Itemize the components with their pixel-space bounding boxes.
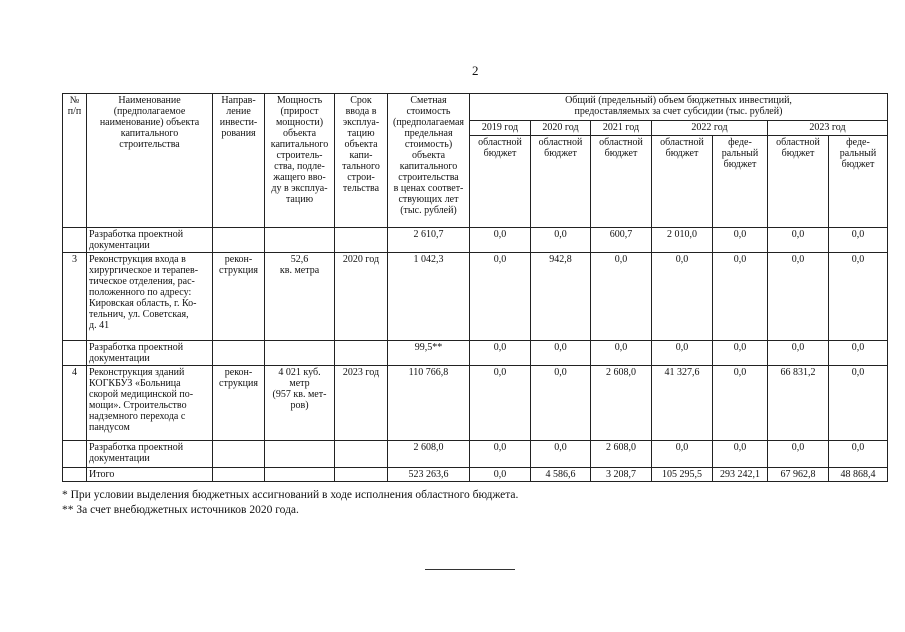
cell-value: 3 208,7 bbox=[591, 468, 652, 482]
cell-value: 0,0 bbox=[768, 253, 829, 341]
cell-direction bbox=[213, 228, 265, 253]
cell-value: 0,0 bbox=[531, 366, 591, 441]
cell-value: 105 295,5 bbox=[652, 468, 713, 482]
end-divider bbox=[425, 569, 515, 570]
table-row bbox=[63, 253, 888, 341]
footnote-2: ** За счет внебюджетных источников 2020 года. bbox=[62, 504, 299, 516]
header-term: Срок ввода в эксплуа- тацию объекта капи- тального строи- тельства bbox=[335, 94, 388, 228]
table-row bbox=[63, 441, 888, 468]
header-fund: областной бюджет bbox=[470, 136, 531, 228]
cell-value: 0,0 bbox=[531, 228, 591, 253]
table-row bbox=[63, 341, 888, 366]
header-fund: областной бюджет bbox=[768, 136, 829, 228]
cell-value: 0,0 bbox=[652, 341, 713, 366]
cell-term bbox=[335, 228, 388, 253]
header-year: 2022 год bbox=[652, 121, 768, 136]
cell-direction: рекон- струкция bbox=[213, 253, 265, 341]
cell-value: 0,0 bbox=[470, 366, 531, 441]
cell-capacity bbox=[265, 228, 335, 253]
cell-value: 0,0 bbox=[470, 341, 531, 366]
cell-value: 0,0 bbox=[713, 341, 768, 366]
cell-name: Разработка проектной документации bbox=[87, 341, 213, 366]
cell-value: 0,0 bbox=[470, 468, 531, 482]
cell-cost: 110 766,8 bbox=[388, 366, 470, 441]
cell-num bbox=[63, 441, 87, 468]
cell-value: 0,0 bbox=[470, 253, 531, 341]
cell-direction bbox=[213, 441, 265, 468]
header-year: 2021 год bbox=[591, 121, 652, 136]
cell-direction bbox=[213, 468, 265, 482]
cell-value: 0,0 bbox=[531, 341, 591, 366]
cell-name: Реконструкция зданий КОГКБУЗ «Больница скорой медицинской по- мощи». Строительство надземного перехода с пандусом bbox=[87, 366, 213, 441]
cell-value: 0,0 bbox=[829, 441, 888, 468]
cell-capacity: 4 021 куб. метр (957 кв. мет- ров) bbox=[265, 366, 335, 441]
header-direction: Направ- ление инвести- рования bbox=[213, 94, 265, 228]
header-total-volume: Общий (предельный) объем бюджетных инвестиций, предоставляемых за счет субсидии (тыс. рублей) bbox=[470, 94, 888, 121]
cell-cost: 2 610,7 bbox=[388, 228, 470, 253]
cell-direction bbox=[213, 341, 265, 366]
cell-name: Итого bbox=[87, 468, 213, 482]
page-number: 2 bbox=[472, 63, 479, 78]
cell-name: Реконструкция входа в хирургическое и терапев- тическое отделения, рас- положенного по адресу: Кировская область, г. Ко- тельнич, ул. Советская, д. 41 bbox=[87, 253, 213, 341]
cell-capacity: 52,6 кв. метра bbox=[265, 253, 335, 341]
cell-value: 2 608,0 bbox=[591, 441, 652, 468]
cell-term bbox=[335, 441, 388, 468]
cell-cost: 523 263,6 bbox=[388, 468, 470, 482]
header-year: 2023 год bbox=[768, 121, 888, 136]
cell-num bbox=[63, 341, 87, 366]
cell-capacity bbox=[265, 341, 335, 366]
cell-value: 0,0 bbox=[652, 253, 713, 341]
table-row bbox=[63, 366, 888, 441]
cell-value: 0,0 bbox=[713, 441, 768, 468]
cell-value: 0,0 bbox=[768, 228, 829, 253]
cell-value: 0,0 bbox=[470, 441, 531, 468]
header-fund: областной бюджет bbox=[591, 136, 652, 228]
cell-value: 0,0 bbox=[531, 441, 591, 468]
cell-value: 0,0 bbox=[591, 341, 652, 366]
cell-capacity bbox=[265, 468, 335, 482]
cell-value: 0,0 bbox=[829, 341, 888, 366]
header-cost: Сметная стоимость (предполагаемая предельная стоимость) объекта капитального строительства в ценах соответ- ствующих лет (тыс. рублей) bbox=[388, 94, 470, 228]
cell-value: 67 962,8 bbox=[768, 468, 829, 482]
header-year: 2019 год bbox=[470, 121, 531, 136]
header-fund: областной бюджет bbox=[652, 136, 713, 228]
cell-value: 48 868,4 bbox=[829, 468, 888, 482]
cell-value: 0,0 bbox=[768, 441, 829, 468]
cell-term: 2023 год bbox=[335, 366, 388, 441]
cell-value: 2 608,0 bbox=[591, 366, 652, 441]
cell-value: 0,0 bbox=[713, 253, 768, 341]
cell-value: 293 242,1 bbox=[713, 468, 768, 482]
cell-capacity bbox=[265, 441, 335, 468]
cell-value: 600,7 bbox=[591, 228, 652, 253]
cell-value: 66 831,2 bbox=[768, 366, 829, 441]
cell-term bbox=[335, 341, 388, 366]
cell-value: 41 327,6 bbox=[652, 366, 713, 441]
footnote-1: * При условии выделения бюджетных ассигнований в ходе исполнения областного бюджета. bbox=[62, 489, 519, 501]
header-fund: феде- ральный бюджет bbox=[829, 136, 888, 228]
cell-direction: рекон- струкция bbox=[213, 366, 265, 441]
cell-value: 0,0 bbox=[652, 441, 713, 468]
cell-value: 0,0 bbox=[591, 253, 652, 341]
cell-value: 942,8 bbox=[531, 253, 591, 341]
cell-num: 3 bbox=[63, 253, 87, 341]
cell-num bbox=[63, 468, 87, 482]
cell-value: 0,0 bbox=[829, 366, 888, 441]
cell-term bbox=[335, 468, 388, 482]
header-year: 2020 год bbox=[531, 121, 591, 136]
total-row bbox=[63, 468, 888, 482]
cell-cost: 99,5** bbox=[388, 341, 470, 366]
cell-name: Разработка проектной документации bbox=[87, 228, 213, 253]
cell-value: 0,0 bbox=[713, 366, 768, 441]
cell-num bbox=[63, 228, 87, 253]
header-name: Наименование (предполагаемое наименование) объекта капитального строительства bbox=[87, 94, 213, 228]
table-row bbox=[63, 228, 888, 253]
cell-name: Разработка проектной документации bbox=[87, 441, 213, 468]
header-fund: феде- ральный бюджет bbox=[713, 136, 768, 228]
cell-num: 4 bbox=[63, 366, 87, 441]
cell-term: 2020 год bbox=[335, 253, 388, 341]
investment-table bbox=[62, 93, 888, 482]
cell-cost: 2 608,0 bbox=[388, 441, 470, 468]
header-num: № п/п bbox=[63, 94, 87, 228]
cell-value: 4 586,6 bbox=[531, 468, 591, 482]
cell-value: 0,0 bbox=[713, 228, 768, 253]
cell-value: 0,0 bbox=[829, 253, 888, 341]
cell-value: 0,0 bbox=[470, 228, 531, 253]
cell-value: 0,0 bbox=[829, 228, 888, 253]
header-fund: областной бюджет bbox=[531, 136, 591, 228]
cell-value: 0,0 bbox=[768, 341, 829, 366]
cell-cost: 1 042,3 bbox=[388, 253, 470, 341]
header-capacity: Мощность (прирост мощности) объекта капитального строитель- ства, подле- жащего вво- ду в эксплуа- тацию bbox=[265, 94, 335, 228]
cell-value: 2 010,0 bbox=[652, 228, 713, 253]
